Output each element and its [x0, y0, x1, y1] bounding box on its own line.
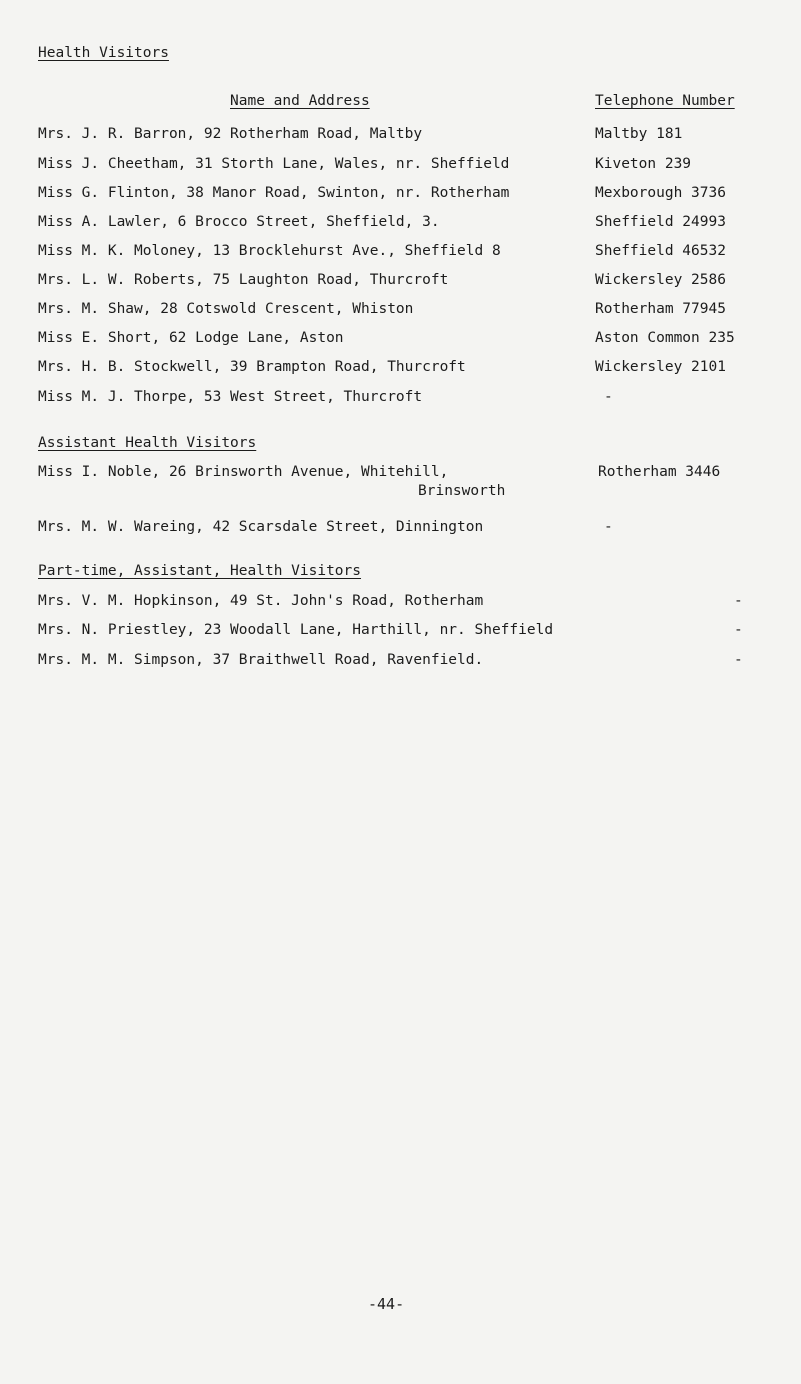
list-item: Mrs. L. W. Roberts, 75 Laughton Road, Thurcroft — [38, 272, 449, 288]
telephone: - — [734, 593, 743, 609]
list-item: Miss G. Flinton, 38 Manor Road, Swinton, nr. Rotherham — [38, 185, 510, 201]
list-item: Miss E. Short, 62 Lodge Lane, Aston — [38, 330, 344, 346]
list-item: Miss A. Lawler, 6 Brocco Street, Sheffield, 3. — [38, 214, 440, 230]
telephone: - — [604, 389, 613, 405]
list-item: Miss I. Noble, 26 Brinsworth Avenue, Whitehill, — [38, 464, 449, 480]
telephone: Maltby 181 — [595, 126, 683, 142]
list-item: Miss M. J. Thorpe, 53 West Street, Thurcroft — [38, 389, 423, 405]
list-item: Miss J. Cheetham, 31 Storth Lane, Wales, nr. Sheffield — [38, 156, 510, 172]
telephone: Rotherham 3446 — [598, 464, 721, 480]
list-item: Mrs. M. Shaw, 28 Cotswold Crescent, Whiston — [38, 301, 414, 317]
telephone: Wickersley 2101 — [595, 359, 726, 375]
telephone: Sheffield 46532 — [595, 243, 726, 259]
list-item: Mrs. N. Priestley, 23 Woodall Lane, Harthill, nr. Sheffield — [38, 622, 554, 638]
column-header-telephone: Telephone Number — [595, 93, 735, 109]
telephone: - — [734, 622, 743, 638]
section-heading-assistant: Assistant Health Visitors — [38, 435, 257, 451]
page-title: Health Visitors — [38, 45, 169, 61]
list-item-continuation: Brinsworth — [418, 483, 506, 499]
column-header-name: Name and Address — [230, 93, 370, 109]
list-item: Mrs. M. M. Simpson, 37 Braithwell Road, Ravenfield. — [38, 652, 484, 668]
list-item: Miss M. K. Moloney, 13 Brocklehurst Ave., Sheffield 8 — [38, 243, 501, 259]
telephone: - — [604, 519, 613, 535]
list-item: Mrs. V. M. Hopkinson, 49 St. John's Road, Rotherham — [38, 593, 484, 609]
telephone: Kiveton 239 — [595, 156, 692, 172]
list-item: Mrs. H. B. Stockwell, 39 Brampton Road, Thurcroft — [38, 359, 466, 375]
telephone: Mexborough 3736 — [595, 185, 726, 201]
list-item: Mrs. M. W. Wareing, 42 Scarsdale Street, Dinnington — [38, 519, 484, 535]
telephone: - — [734, 652, 743, 668]
telephone: Wickersley 2586 — [595, 272, 726, 288]
section-heading-part-time: Part-time, Assistant, Health Visitors — [38, 563, 362, 579]
telephone: Aston Common 235 — [595, 330, 735, 346]
page-number: -44- — [368, 1295, 405, 1313]
list-item: Mrs. J. R. Barron, 92 Rotherham Road, Maltby — [38, 126, 423, 142]
telephone: Rotherham 77945 — [595, 301, 726, 317]
telephone: Sheffield 24993 — [595, 214, 726, 230]
